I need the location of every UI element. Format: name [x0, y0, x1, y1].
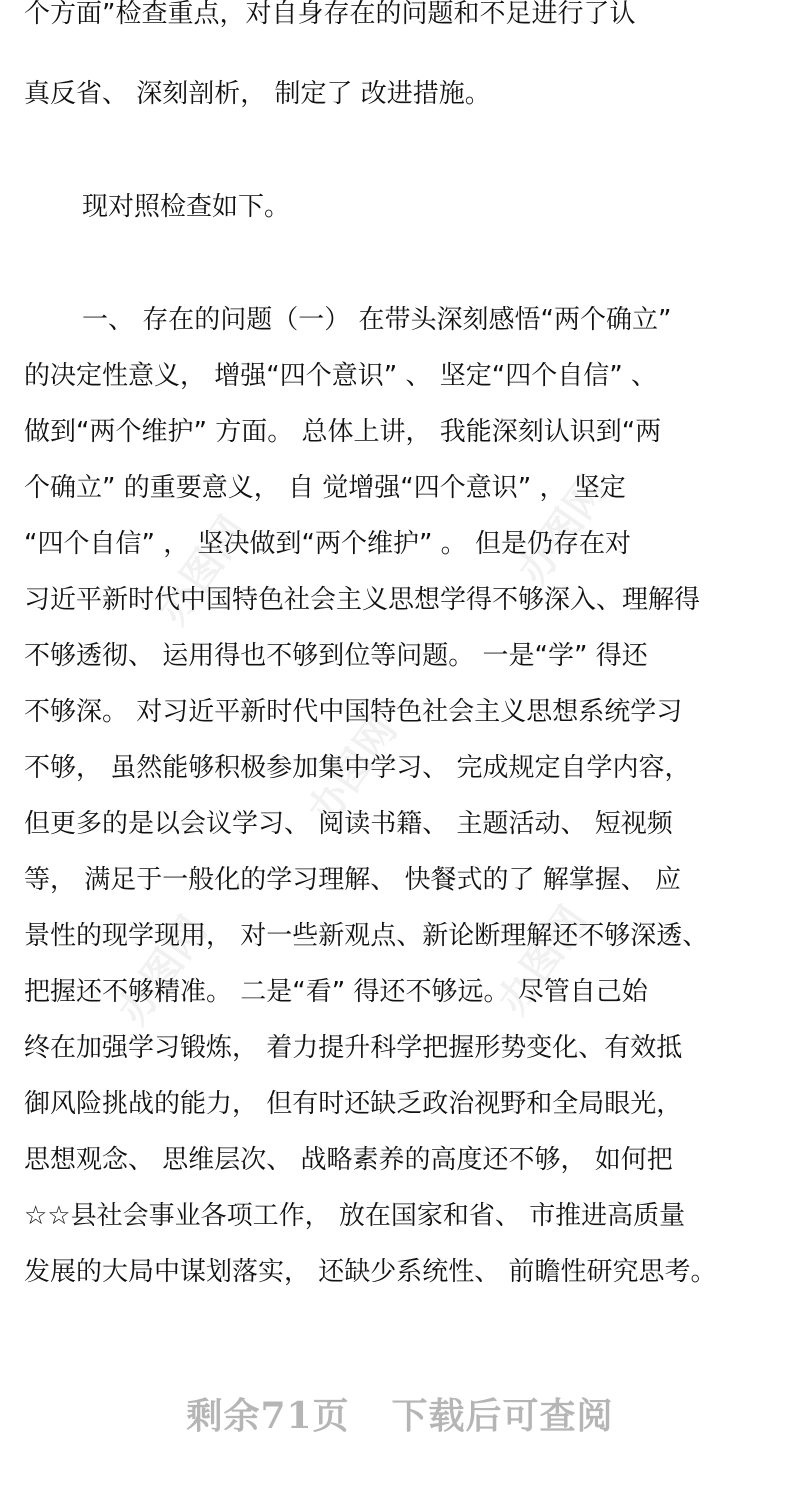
watermark: 办图网: [489, 898, 597, 1023]
paragraph-line: 个确立” 的重要意义， 自 觉增强“四个意识” ， 坚定: [24, 473, 626, 503]
paragraph-line: 但更多的是以会议学习、 阅读书籍、 主题活动、 短视频: [24, 809, 673, 839]
watermark: 办图网: [149, 508, 257, 633]
paragraph-line: 把握还不够精准。 二是“看” 得还不够远。 尽管自己始: [24, 977, 648, 1007]
paragraph-line: 的决定性意义， 增强“四个意识” 、 坚定“四个自信” 、: [24, 361, 657, 391]
paragraph-line: 个方面”检查重点，对自身存在的问题和不足进行了认: [24, 0, 636, 29]
paragraph-line: 终在加强学习锻炼， 着力提升科学把握形势变化、有效抵: [24, 1033, 683, 1063]
paragraph-line: 不够透彻、 运用得也不够到位等问题。 一是“学” 得还: [24, 641, 648, 671]
download-to-view-text: 下载后可查阅: [391, 1395, 614, 1437]
paragraph-line: 习近平新时代中国特色社会主义思想学得不够深入、理解得: [24, 585, 701, 615]
watermark: 办图网: [299, 708, 407, 833]
paragraph-line: 一、 存在的问题（一） 在带头深刻感悟“两个确立”: [82, 305, 672, 335]
paragraph-line: ☆☆县社会事业各项工作， 放在国家和省、 市推进高质量: [24, 1201, 686, 1231]
paragraph-line: 不够， 虽然能够积极参加集中学习、 完成规定自学内容，: [24, 753, 691, 783]
paragraph-line: 不够深。 对习近平新时代中国特色社会主义思想系统学习: [24, 697, 683, 727]
paragraph-line: 现对照检查如下。: [82, 192, 291, 222]
paragraph-line: 做到“两个维护” 方面。 总体上讲， 我能深刻认识到“两: [24, 417, 662, 447]
watermark: 办图网: [509, 468, 617, 593]
paragraph-line: “四个自信” ， 坚决做到“两个维护” 。 但是仍存在对: [24, 529, 631, 559]
paragraph-line: 景性的现学现用， 对一些新观点、新论断理解还不够深透、: [24, 921, 709, 951]
paragraph-line: 等， 满足于一般化的学习理解、 快餐式的了 解掌握、 应: [24, 865, 682, 895]
paragraph-line: 思想观念、 思维层次、 战略素养的高度还不够， 如何把: [24, 1145, 673, 1175]
download-prompt[interactable]: [0, 1388, 800, 1438]
paragraph-line: 真反省、 深刻剖析， 制定了 改进措施。: [24, 79, 491, 109]
paragraph-line: 御风险挑战的能力， 但有时还缺乏政治视野和全局眼光，: [24, 1089, 683, 1119]
watermark: 办图网: [109, 908, 217, 1033]
paragraph-line: 发展的大局中谋划落实， 还缺少系统性、 前瞻性研究思考。: [24, 1257, 717, 1287]
remaining-pages-text: 剩余71页: [186, 1395, 350, 1437]
